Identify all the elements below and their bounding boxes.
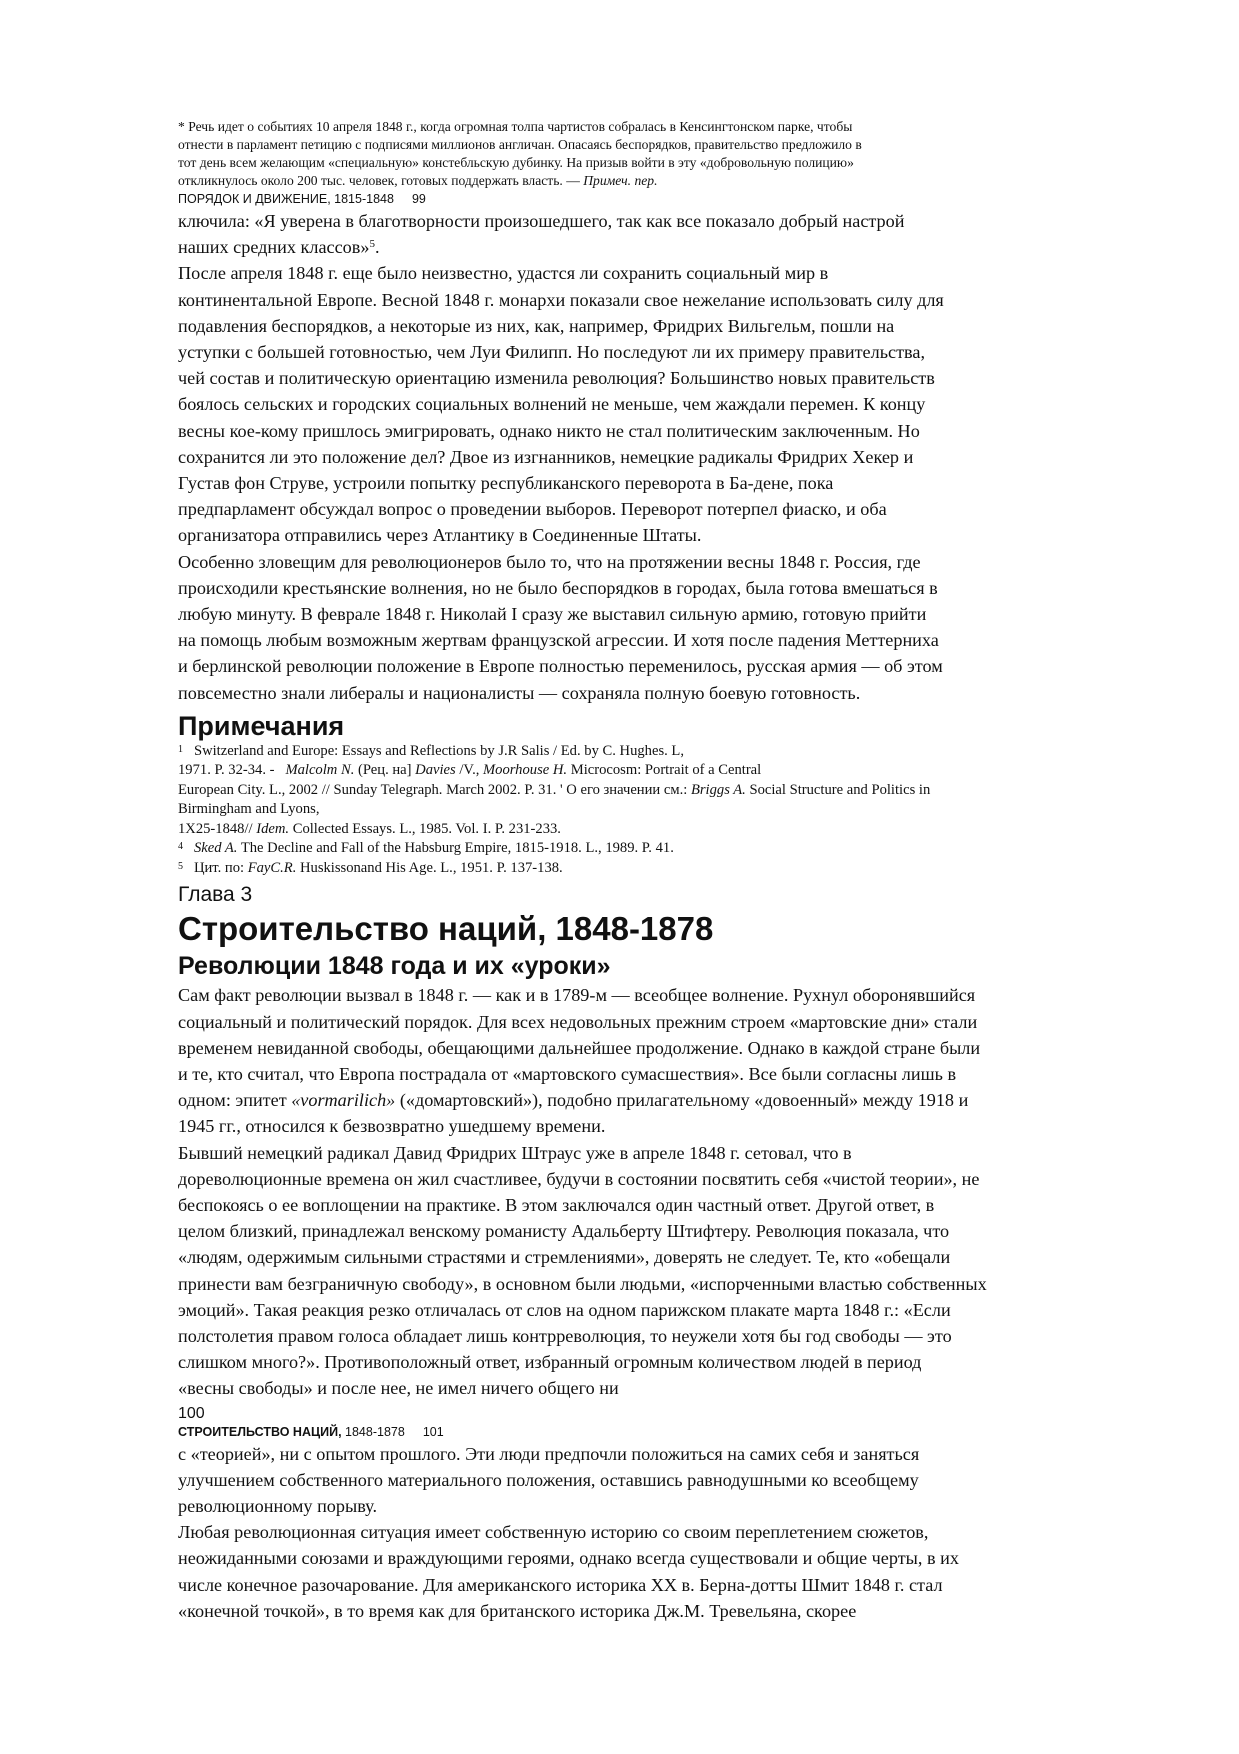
note-author: Davies [415, 762, 456, 779]
note-text: Цит. по: [193, 859, 248, 876]
footnote-ref: 5 [369, 238, 375, 251]
running-header [178, 1424, 1168, 1441]
text-line: эмоций». Такая реакция резко отличалась от слов на одном парижском плакате марта 1848 г.: «Если [178, 1299, 951, 1320]
text-line [178, 234, 1168, 260]
text-line: повсеместно знали либералы и националисты — сохраняла полную боевую готовность. [178, 682, 861, 703]
text-line: Густав фон Струве, устроили попытку республиканского переворота в Ба-дене, пока [178, 473, 834, 494]
text-fragment: . [374, 237, 380, 258]
notes-heading: Примечания [178, 710, 345, 741]
footnote-line: тот день всем желающим «специальную» констебльскую дубинку. На призыв войти в эту «добровольную полицию» [178, 155, 854, 170]
text-line: Любая революционная ситуация имеет собственную историю со своим переплетением сюжетов, [178, 1522, 929, 1543]
note-line [178, 781, 1168, 801]
document-page [178, 118, 1168, 1624]
text-line: любую минуту. В феврале 1848 г. Николай I сразу же выставил сильную армию, готовую прийти [178, 604, 927, 625]
note-line: Birmingham and Lyons, [178, 801, 320, 818]
note-text: 1X25-1848// [178, 820, 257, 837]
text-line: социальный и политический порядок. Для всех недовольных прежним строем «мартовские дни» стали [178, 1011, 978, 1032]
note-author: FayC.R. [247, 859, 297, 876]
text-line: После апреля 1848 г. еще было неизвестно, удастся ли сохранить социальный мир в [178, 263, 829, 284]
chapter-label: Глава 3 [178, 883, 253, 907]
text-line: чей состав и политическую ориентацию изменила революция? Большинство новых правительств [178, 368, 935, 389]
note-text: The Decline and Fall of the Habsburg Empire, 1815-1918. L., 1989. P. 41. [237, 840, 674, 857]
text-line: дореволюционные времена он жил счастливее, будучи в состоянии посвятить себя «чистой теории», не [178, 1168, 980, 1189]
note-line [178, 742, 1168, 762]
footnote-attribution: Примеч. пер. [583, 173, 658, 188]
text-line: слишком много?». Противоположный ответ, избранный огромным количеством людей в период [178, 1352, 922, 1373]
text-line: Сам факт революции вызвал в 1848 г. — как и в 1789-м — всеобщее волнение. Рухнул оборонявшийся [178, 985, 976, 1006]
page-number: 100 [178, 1404, 205, 1422]
note-author: Moorhouse H. [483, 762, 568, 779]
note-line [178, 839, 1168, 859]
note-text: Social Structure and Politics in [745, 781, 931, 798]
paragraph [178, 1441, 1168, 1520]
text-line: неожиданными союзами и враждующими героями, однако всегда существовали и общие черты, в их [178, 1548, 959, 1569]
note-line [178, 859, 1168, 879]
note-author: Malcolm N. [285, 762, 355, 779]
text-line: принести вам безграничную свободу», в основном были людьми, «испорченными властью собственных [178, 1273, 987, 1294]
text-line: Особенно зловещим для революционеров было то, что на протяжении весны 1848 г. Россия, где [178, 551, 921, 572]
paragraph [178, 208, 1168, 260]
note-text: Huskissonand His Age. L., 1951. P. 137-138. [296, 859, 563, 876]
text-line: «весны свободы» и после нее, не имел ничего общего ни [178, 1378, 619, 1399]
paragraph [178, 1140, 1168, 1402]
text-line [178, 1087, 1168, 1113]
foreign-term: «vormarilich» [291, 1090, 396, 1111]
note-text: /V., [455, 762, 484, 779]
note-text: (Рец. на] [354, 762, 416, 779]
note-author: Briggs A. [690, 781, 746, 798]
text-line: временем невиданной свободы, обещающими дальнейшее продолжение. Однако в каждой стране были [178, 1037, 981, 1058]
note-author: Sked A. [193, 840, 238, 857]
text-line: на помощь любым возможным жертвам французской агрессии. И хотя после падения Меттерниха [178, 630, 939, 651]
text-line: улучшением собственного материального положения, оставшись равнодушными ко всеобщему [178, 1469, 919, 1490]
running-header [178, 191, 1168, 208]
note-author: Idem. [256, 820, 290, 837]
paragraph [178, 1519, 1168, 1624]
text-fragment: («домартовский»), подобно прилагательному «довоенный» между 1918 и [395, 1090, 969, 1111]
footnote-line: отнести в парламент петицию с подписями миллионов англичан. Опасаясь беспорядков, правительство предложило в [178, 137, 862, 152]
text-line: и берлинской революции положение в Европе полностью переменилось, русская армия — об этом [178, 656, 943, 677]
running-header-title: ПОРЯДОК И ДВИЖЕНИЕ, 1815-1848 [178, 192, 394, 206]
text-line: подавления беспорядков, а некоторые из них, как, например, Фридрих Вильгельм, пошли на [178, 315, 895, 336]
text-line: континентальной Европе. Весной 1848 г. монархи показали свое нежелание использовать силу для [178, 289, 944, 310]
text-line: числе конечное разочарование. Для американского историка XX в. Берна-дотты Шмит 1848 г. стал [178, 1574, 943, 1595]
text-line: Бывший немецкий радикал Давид Фридрих Штраус уже в апреле 1848 г. сетовал, что в [178, 1142, 852, 1163]
translator-footnote [178, 118, 1168, 190]
note-marker: 5 [178, 860, 183, 872]
footnote-line: * Речь идет о событиях 10 апреля 1848 г., когда огромная толпа чартистов собралась в Кенсингтонском парке, чтобы [178, 119, 853, 134]
text-line: сохранится ли это положение дел? Двое из изгнанников, немецкие радикалы Фридрих Хекер и [178, 446, 914, 467]
note-text: Collected Essays. L., 1985. Vol. I. P. 231-233. [289, 820, 561, 837]
note-text: Microcosm: Portrait of a Central [567, 762, 762, 779]
text-fragment: наших средних классов» [178, 237, 370, 258]
text-line: предпарламент обсуждал вопрос о проведении выборов. Переворот потерпел фиаско, и оба [178, 499, 887, 520]
text-line: и те, кто считал, что Европа пострадала от «мартовского сумасшествия». Все были согласны лишь в [178, 1063, 957, 1084]
running-header-title: СТРОИТЕЛЬСТВО НАЦИЙ, [178, 1424, 342, 1439]
paragraph [178, 260, 1168, 548]
note-text: European City. L., 2002 // Sunday Telegraph. March 2002. P. 31. ' О его значении см.: [178, 781, 691, 798]
text-line: «конечной точкой», в то время как для британского историка Дж.М. Тревельяна, скорее [178, 1600, 857, 1621]
note-marker: 4 [178, 841, 183, 853]
paragraph [178, 982, 1168, 1139]
footnote-text: откликнулось около 200 тыс. человек, готовых поддержать власть. — [178, 173, 584, 188]
note-text: 1971. P. 32-34. - [178, 762, 279, 779]
running-header-page: 101 [422, 1424, 444, 1439]
text-line: происходили крестьянские волнения, но не было беспорядков в городах, была готова вмешаться в [178, 577, 938, 598]
text-line: «людям, одержимым сильными страстями и стремлениями», доверять не следует. Те, кто «обещали [178, 1247, 951, 1268]
note-line [178, 820, 1168, 840]
footnote-line [178, 172, 1168, 190]
paragraph [178, 549, 1168, 706]
note-marker: 1 [178, 743, 183, 755]
text-line: весны кое-кому пришлось эмигрировать, однако никто не стал политическим заключенным. Но [178, 420, 920, 441]
text-line: с «теорией», ни с опытом прошлого. Эти люди предпочли положиться на самих себя и заняться [178, 1443, 920, 1464]
text-line: уступки с большей готовностью, чем Луи Филипп. Но последуют ли их примеру правительства, [178, 342, 925, 363]
text-line: 1945 гг., относился к безвозвратно ушедшему времени. [178, 1116, 606, 1137]
running-header-page: 99 [411, 192, 426, 206]
note-text: Switzerland and Europe: Essays and Reflections by J.R Salis / Ed. by C. Hughes. L, [193, 742, 684, 759]
notes-list [178, 742, 1168, 879]
text-line: полстолетия правом голоса обладает лишь контрреволюция, то неужели хотя бы год свободы — это [178, 1326, 952, 1346]
text-line: революционному порыву. [178, 1496, 377, 1517]
chapter-title: Строительство наций, 1848-1878 [178, 910, 714, 948]
text-line: ключила: «Я уверена в благотворности произошедшего, так как все показало добрый настрой [178, 211, 905, 231]
text-line: организатора отправились через Атлантику в Соединенные Штаты. [178, 525, 702, 546]
text-fragment: одном: эпитет [178, 1090, 292, 1111]
note-line [178, 761, 1168, 781]
text-line: боялось сельских и городских социальных волнений не меньше, чем жаждали перемен. К концу [178, 394, 926, 415]
text-line: целом близкий, принадлежал венскому романисту Адальберту Штифтеру. Революция показала, что [178, 1221, 950, 1242]
running-header-years: 1848-1878 [341, 1424, 405, 1439]
section-title: Революции 1848 года и их «уроки» [178, 952, 611, 981]
text-line: беспокоясь о ее воплощении на практике. В этом заключался один частный ответ. Другой ответ, в [178, 1194, 935, 1215]
